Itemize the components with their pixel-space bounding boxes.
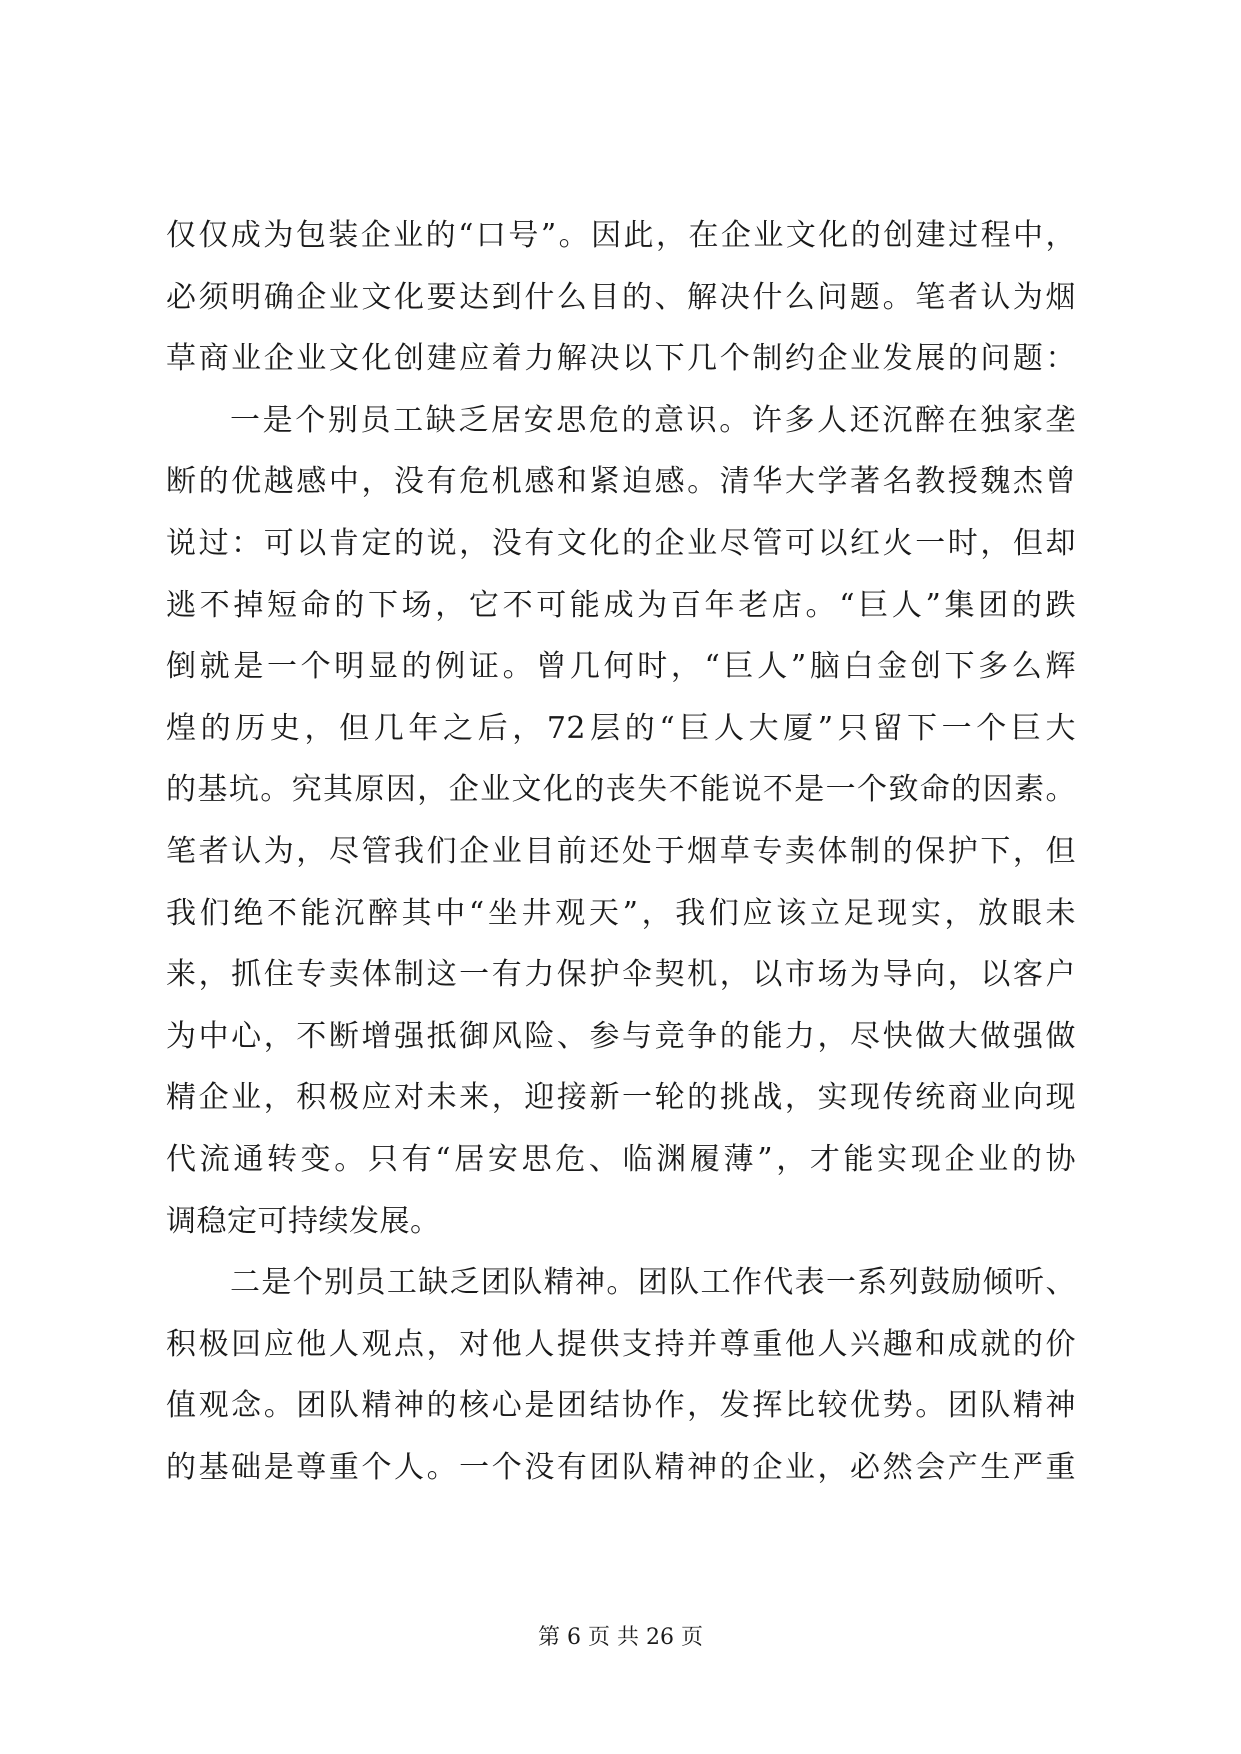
text-line: 说过：可以肯定的说，没有文化的企业尽管可以红火一时，但却 bbox=[166, 525, 1076, 561]
paragraph-end-line: 调稳定可持续发展。 bbox=[166, 1203, 441, 1239]
text-line: 积极回应他人观点，对他人提供支持并尊重他人兴趣和成就的价 bbox=[166, 1326, 1076, 1362]
text-line: 精企业，积极应对未来，迎接新一轮的挑战，实现传统商业向现 bbox=[166, 1080, 1076, 1116]
text-line: 逃不掉短命的下场，它不可能成为百年老店。“巨人”集团的跌 bbox=[166, 587, 1076, 623]
paragraph-start-line: 二是个别员工缺乏团队精神。团队工作代表一系列鼓励倾听、 bbox=[230, 1265, 1076, 1301]
text-line: 值观念。团队精神的核心是团结协作，发挥比较优势。团队精神 bbox=[166, 1388, 1076, 1424]
text-line: 必须明确企业文化要达到什么目的、解决什么问题。笔者认为烟 bbox=[166, 279, 1076, 315]
paragraph-start-line: 一是个别员工缺乏居安思危的意识。许多人还沉醉在独家垄 bbox=[230, 402, 1076, 438]
text-line: 煌的历史，但几年之后，72层的“巨人大厦”只留下一个巨大 bbox=[166, 710, 1076, 746]
text-line: 代流通转变。只有“居安思危、临渊履薄”，才能实现企业的协 bbox=[166, 1141, 1076, 1177]
text-line: 的基坑。究其原因，企业文化的丧失不能说不是一个致命的因素。 bbox=[166, 772, 1076, 808]
text-line: 为中心，不断增强抵御风险、参与竞争的能力，尽快做大做强做 bbox=[166, 1018, 1076, 1054]
text-line: 笔者认为，尽管我们企业目前还处于烟草专卖体制的保护下，但 bbox=[166, 833, 1076, 869]
text-line: 的基础是尊重个人。一个没有团队精神的企业，必然会产生严重 bbox=[166, 1449, 1076, 1485]
text-line: 草商业企业文化创建应着力解决以下几个制约企业发展的问题： bbox=[166, 341, 1076, 377]
page-number-footer: 第 6 页 共 26 页 bbox=[538, 1625, 703, 1650]
text-line: 仅仅成为包装企业的“口号”。因此，在企业文化的创建过程中， bbox=[166, 218, 1076, 253]
text-line: 断的优越感中，没有危机感和紧迫感。清华大学著名教授魏杰曾 bbox=[166, 464, 1076, 500]
text-line: 我们绝不能沉醉其中“坐井观天”，我们应该立足现实，放眼未 bbox=[166, 895, 1076, 931]
text-line: 倒就是一个明显的例证。曾几何时，“巨人”脑白金创下多么辉 bbox=[166, 649, 1076, 685]
text-line: 来，抓住专卖体制这一有力保护伞契机，以市场为导向，以客户 bbox=[166, 957, 1076, 993]
body-text bbox=[166, 205, 1076, 1498]
